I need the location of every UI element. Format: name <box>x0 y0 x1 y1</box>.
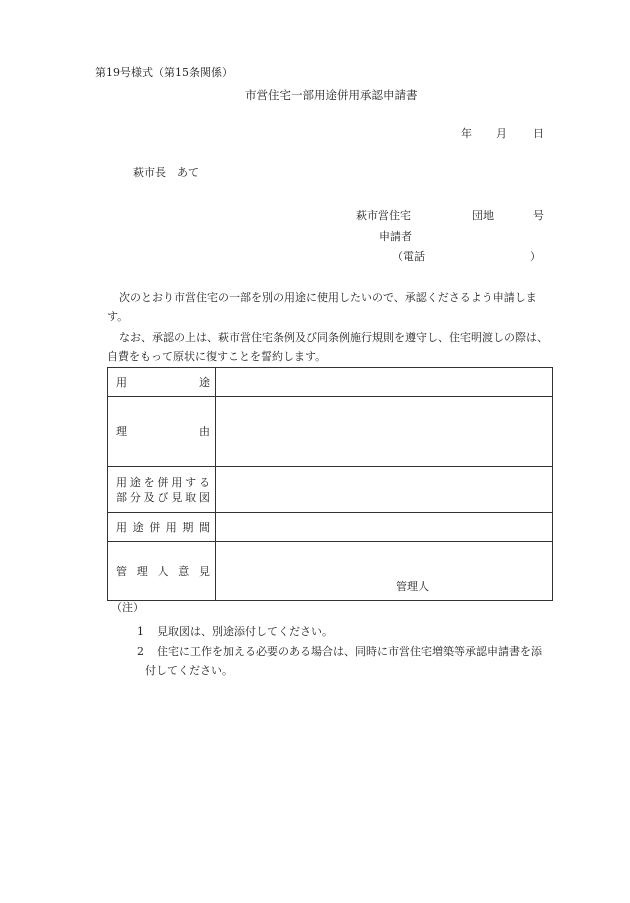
danchi-label: 団地 <box>472 209 494 222</box>
note-2-line1: 住宅に工作を加える必要のある場合は、同時に市営住宅増築等承認申請書を添 <box>157 645 542 658</box>
page-title: 市営住宅一部用途併用承認申請書 <box>245 88 418 102</box>
part-label-line2: 部分及び見取図 <box>116 490 210 504</box>
note-2-number: 2 <box>137 645 144 658</box>
period-label: 用途併用期間 <box>116 520 210 534</box>
applicant-label: 申請者 <box>379 230 412 243</box>
manager-label: 管理人 <box>396 580 429 593</box>
application-table <box>107 367 553 601</box>
manager-opinion-field[interactable] <box>216 542 553 601</box>
body-para1-line2: す。 <box>107 310 129 323</box>
period-field[interactable] <box>216 513 553 542</box>
table-row-reason <box>108 397 553 467</box>
phone-close: ） <box>530 250 541 263</box>
date-month: 月 <box>496 127 507 140</box>
form-number: 第19号様式（第15条関係） <box>95 66 233 79</box>
part-field[interactable] <box>216 467 553 513</box>
table-row-manager <box>108 542 553 601</box>
table-row-part <box>108 467 553 513</box>
addressee: 萩市長 あて <box>133 166 199 179</box>
use-label: 用 途 <box>116 375 210 389</box>
body-para2-line2: 自費をもって原状に復すことを誓約します。 <box>107 350 327 363</box>
note-2-line2: 付してください。 <box>145 664 233 677</box>
note-1-text: 見取図は、別途添付してください。 <box>157 625 333 638</box>
body-para2-line1: なお、承認の上は、萩市営住宅条例及び同条例施行規則を遵守し、住宅明渡しの際は、 <box>119 331 548 344</box>
room-number-label: 号 <box>533 209 544 222</box>
table-row-period <box>108 513 553 542</box>
note-1-number: 1 <box>137 625 144 638</box>
notes-header: （注） <box>111 601 144 614</box>
date-year: 年 <box>461 127 472 140</box>
date-day: 日 <box>533 127 544 140</box>
use-field[interactable] <box>216 368 553 397</box>
table-row-use <box>108 368 553 397</box>
part-label-line1: 用途を併用する <box>116 475 210 489</box>
phone-label: （電話 <box>392 250 425 263</box>
reason-label: 理 由 <box>116 425 210 438</box>
housing-label: 萩市営住宅 <box>356 209 411 222</box>
manager-opinion-label: 管理人意見 <box>116 564 210 578</box>
reason-field[interactable] <box>216 397 553 467</box>
body-para1-line1: 次のとおり市営住宅の一部を別の用途に使用したいので、承認くださるよう申請しま <box>119 291 537 304</box>
